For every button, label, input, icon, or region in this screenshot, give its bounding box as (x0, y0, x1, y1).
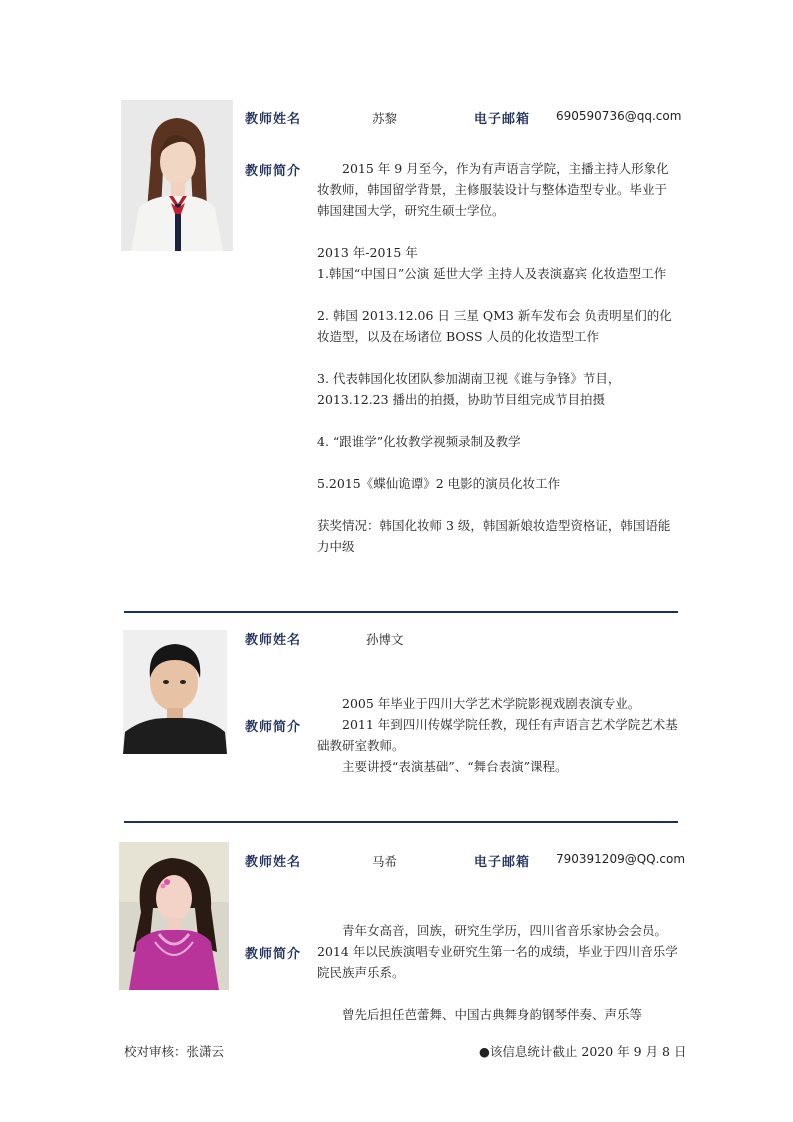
bio-spacer (317, 494, 679, 515)
bio-paragraph: 2. 韩国 2013.12.06 日 三星 QM3 新车发布会 负责明星们的化妆造型，以及在场诸位 BOSS 人员的化妆造型工作 (317, 308, 672, 344)
bio-spacer (317, 410, 679, 431)
bio-paragraph: 5.2015《蝶仙诡谭》2 电影的演员化妆工作 (317, 476, 561, 491)
teacher-photo (123, 630, 227, 754)
teacher-name: 苏黎 (372, 111, 398, 126)
bio-label: 教师简介 (245, 947, 302, 962)
bio-spacer (317, 221, 679, 242)
name-label: 教师姓名 (245, 633, 302, 648)
proofread-note: 校对审核：张潇云 (124, 1044, 225, 1059)
bio-label: 教师简介 (245, 720, 302, 735)
bio-paragraph: 1.韩国“中国日”公演 延世大学 主持人及表演嘉宾 化妆造型工作 (317, 266, 667, 281)
teacher-bio (317, 693, 679, 777)
bio-paragraph: 2011 年到四川传媒学院任教，现任有声语言艺术学院艺术基础教研室教师。 (317, 717, 678, 753)
email-label: 电子邮箱 (474, 855, 531, 870)
bio-paragraph: 2005 年毕业于四川大学艺术学院影视戏剧表演专业。 (342, 696, 641, 711)
teacher-email: 690590736@qq.com (556, 109, 682, 123)
teacher-email: 790391209@QQ.com (556, 852, 686, 866)
bio-paragraph: 获奖情况：韩国化妆师 3 级，韩国新娘妆造型资格证，韩国语能力中级 (317, 518, 671, 554)
bio-paragraph: 3. 代表韩国化妆团队参加湖南卫视《谁与争锋》节目，2013.12.23 播出的拍摄，协助节目组完成节目拍摄 (317, 371, 621, 407)
teacher-name: 孙博文 (366, 632, 404, 647)
name-label: 教师姓名 (245, 855, 302, 870)
bio-paragraph: 2015 年 9 月至今，作为有声语言学院，主播主持人形象化妆教师，韩国留学背景，主修服装设计与整体造型专业。毕业于韩国建国大学，研究生硕士学位。 (317, 161, 669, 218)
teacher-bio (317, 920, 679, 1025)
email-label: 电子邮箱 (474, 112, 531, 127)
bio-spacer (317, 347, 679, 368)
bio-paragraph: 青年女高音，回族，研究生学历，四川省音乐家协会会员。2014 年以民族演唱专业研究生第一名的成绩，毕业于四川音乐学院民族声乐系。 (317, 923, 678, 980)
bio-paragraph: 主要讲授“表演基础”、“舞台表演”课程。 (342, 759, 568, 774)
bio-spacer (317, 983, 679, 1004)
portrait-male-icon (123, 630, 227, 754)
teacher-bio (317, 158, 679, 557)
teacher-photo (119, 842, 229, 990)
bio-spacer (317, 452, 679, 473)
bio-paragraph: 曾先后担任芭蕾舞、中国古典舞身韵钢琴伴奏、声乐等 (342, 1007, 643, 1022)
section-divider (124, 611, 678, 613)
teacher-name: 马希 (372, 854, 398, 869)
teacher-photo (121, 100, 233, 251)
bio-paragraph: 4. “跟谁学”化妆教学视频录制及教学 (317, 434, 521, 449)
statistics-date-note: ●该信息统计截止 2020 年 9 月 8 日 (479, 1044, 687, 1059)
portrait-female-icon (121, 100, 233, 251)
portrait-female-icon (119, 842, 229, 990)
section-divider (124, 821, 678, 823)
bio-paragraph: 2013 年-2015 年 (317, 245, 418, 260)
bio-label: 教师简介 (245, 164, 302, 179)
bio-spacer (317, 284, 679, 305)
name-label: 教师姓名 (245, 112, 302, 127)
